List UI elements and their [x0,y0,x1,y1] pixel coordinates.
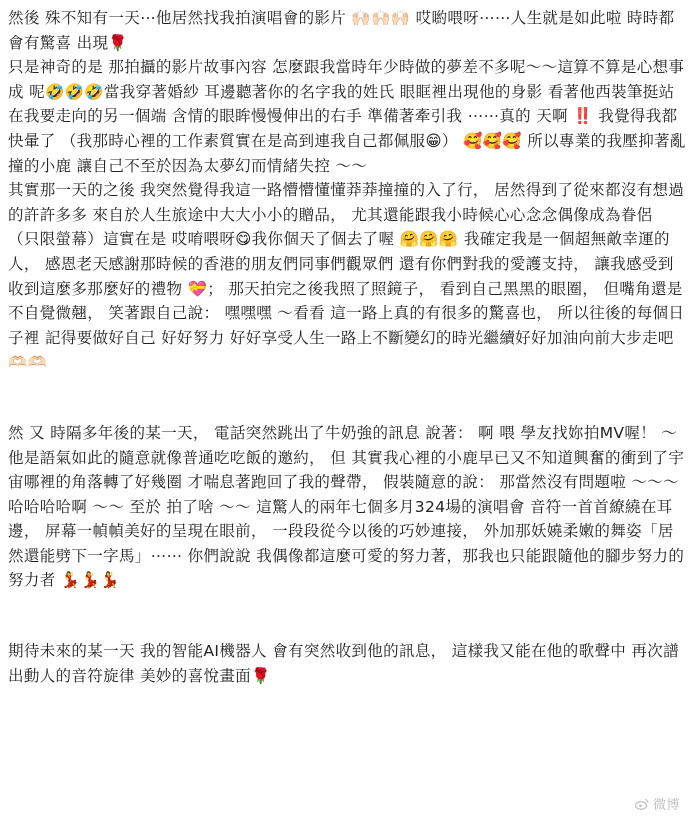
watermark-text: 微博 [652,798,680,813]
post-paragraph-5: 期待未來的某一天 我的智能AI機器人 會有突然收到他的訊息， 這樣我又能在他的歌聲中 再次譜出動人的音符旋律 美妙的喜悅畫面🌹 [8,642,679,685]
paragraph-spacer [8,593,686,639]
weibo-logo-icon [635,798,649,810]
post-paragraph-3: 其實那一天的之後 我突然覺得我這一路懵懵懂懂莽莽撞撞的入了行， 居然得到了從來都沒有想過的許許多多 來自於人生旅途中大大小小的贈品， 尤其還能跟我小時候心心念念偶像成為眷侶 （只限螢幕）這實在是 哎唷喂呀😋我你個天了個去了喔 🤗🤗🤗 我確定我是一個超無敵幸運的人， 感恩老天感謝那時候的香港的朋友們同事們觀眾們 還有你們對我的愛護支持， 讓我感受到收到這麼多那麼好的禮物 💝； 那天拍完之後我照了照鏡子， 看到自己黑黑的眼圈， 但嘴角還是不自覺微翹， 笑著跟自己說： 嘿嘿嘿 ～看看 這一路上真的有很多的驚喜也， 所以往後的每個日子裡 記得要做好自己 好好努力 好好享受人生一路上不斷變幻的時光繼續好好加油向前大步走吧 🫶🏻🫶🏻 [8,181,685,372]
post-paragraph-2: 只是神奇的是 那拍攝的影片故事內容 怎麼跟我當時年少時做的夢差不多呢～～這算不算是心想事成 呢🤣🤣🤣當我穿著婚紗 耳邊聽著你的名字我的姓氏 眼眶裡出現他的身影 看著他西裝筆挺站在我要走向的另一個端 含情的眼眸慢慢伸出的右手 準備著牽引我 ⋯⋯真的 天啊 ‼️ 我覺得我都快暈了 （我那時心裡的工作素質實在是高到連我自己都佩服😁） 🥰🥰🥰 所以專業的我壓抑著亂撞的小鹿 讓自己不至於因為太夢幻而情緒失控 ～～ [8,58,686,175]
post-paragraph-4: 然 又 時隔多年後的某一天， 電話突然跳出了牛奶強的訊息 說著： 啊 喂 學友找妳拍MV喔！ ～ 他是語氣如此的隨意就像普通吃吃飯的邀約， 但 其實我心裡的小鹿早已又不知道興奮的衝到了宇宙哪裡的角落轉了好幾圈 才喘息著跑回了我的聲帶， 假裝隨意的說： 那當然沒有問題啦 ～～～ 哈哈哈哈啊 ～～ 至於 拍了啥 ～～ 這驚人的兩年七個多月324場的演唱會 音符一首首繚繞在耳邊， 屏幕一幀幀美好的呈現在眼前， 一段段從今以後的巧妙連接， 外加那妖嬈柔嫩的舞姿「居然還能劈下一字馬」⋯⋯ 你們說說 我偶像都這麼可愛的努力著，那我也只能跟隨他的腳步努力的努力者 💃💃💃 [8,423,685,590]
weibo-post-body [8,6,686,688]
weibo-watermark [635,794,680,813]
paragraph-spacer [8,375,686,421]
post-paragraph-1: 然後 殊不知有一天⋯他居然找我拍演唱會的影片 🙌🏻🙌🏻🙌🏻 哎喲喂呀⋯⋯人生就是如此啦 時時都會有驚喜 出現🌹 [8,9,675,52]
